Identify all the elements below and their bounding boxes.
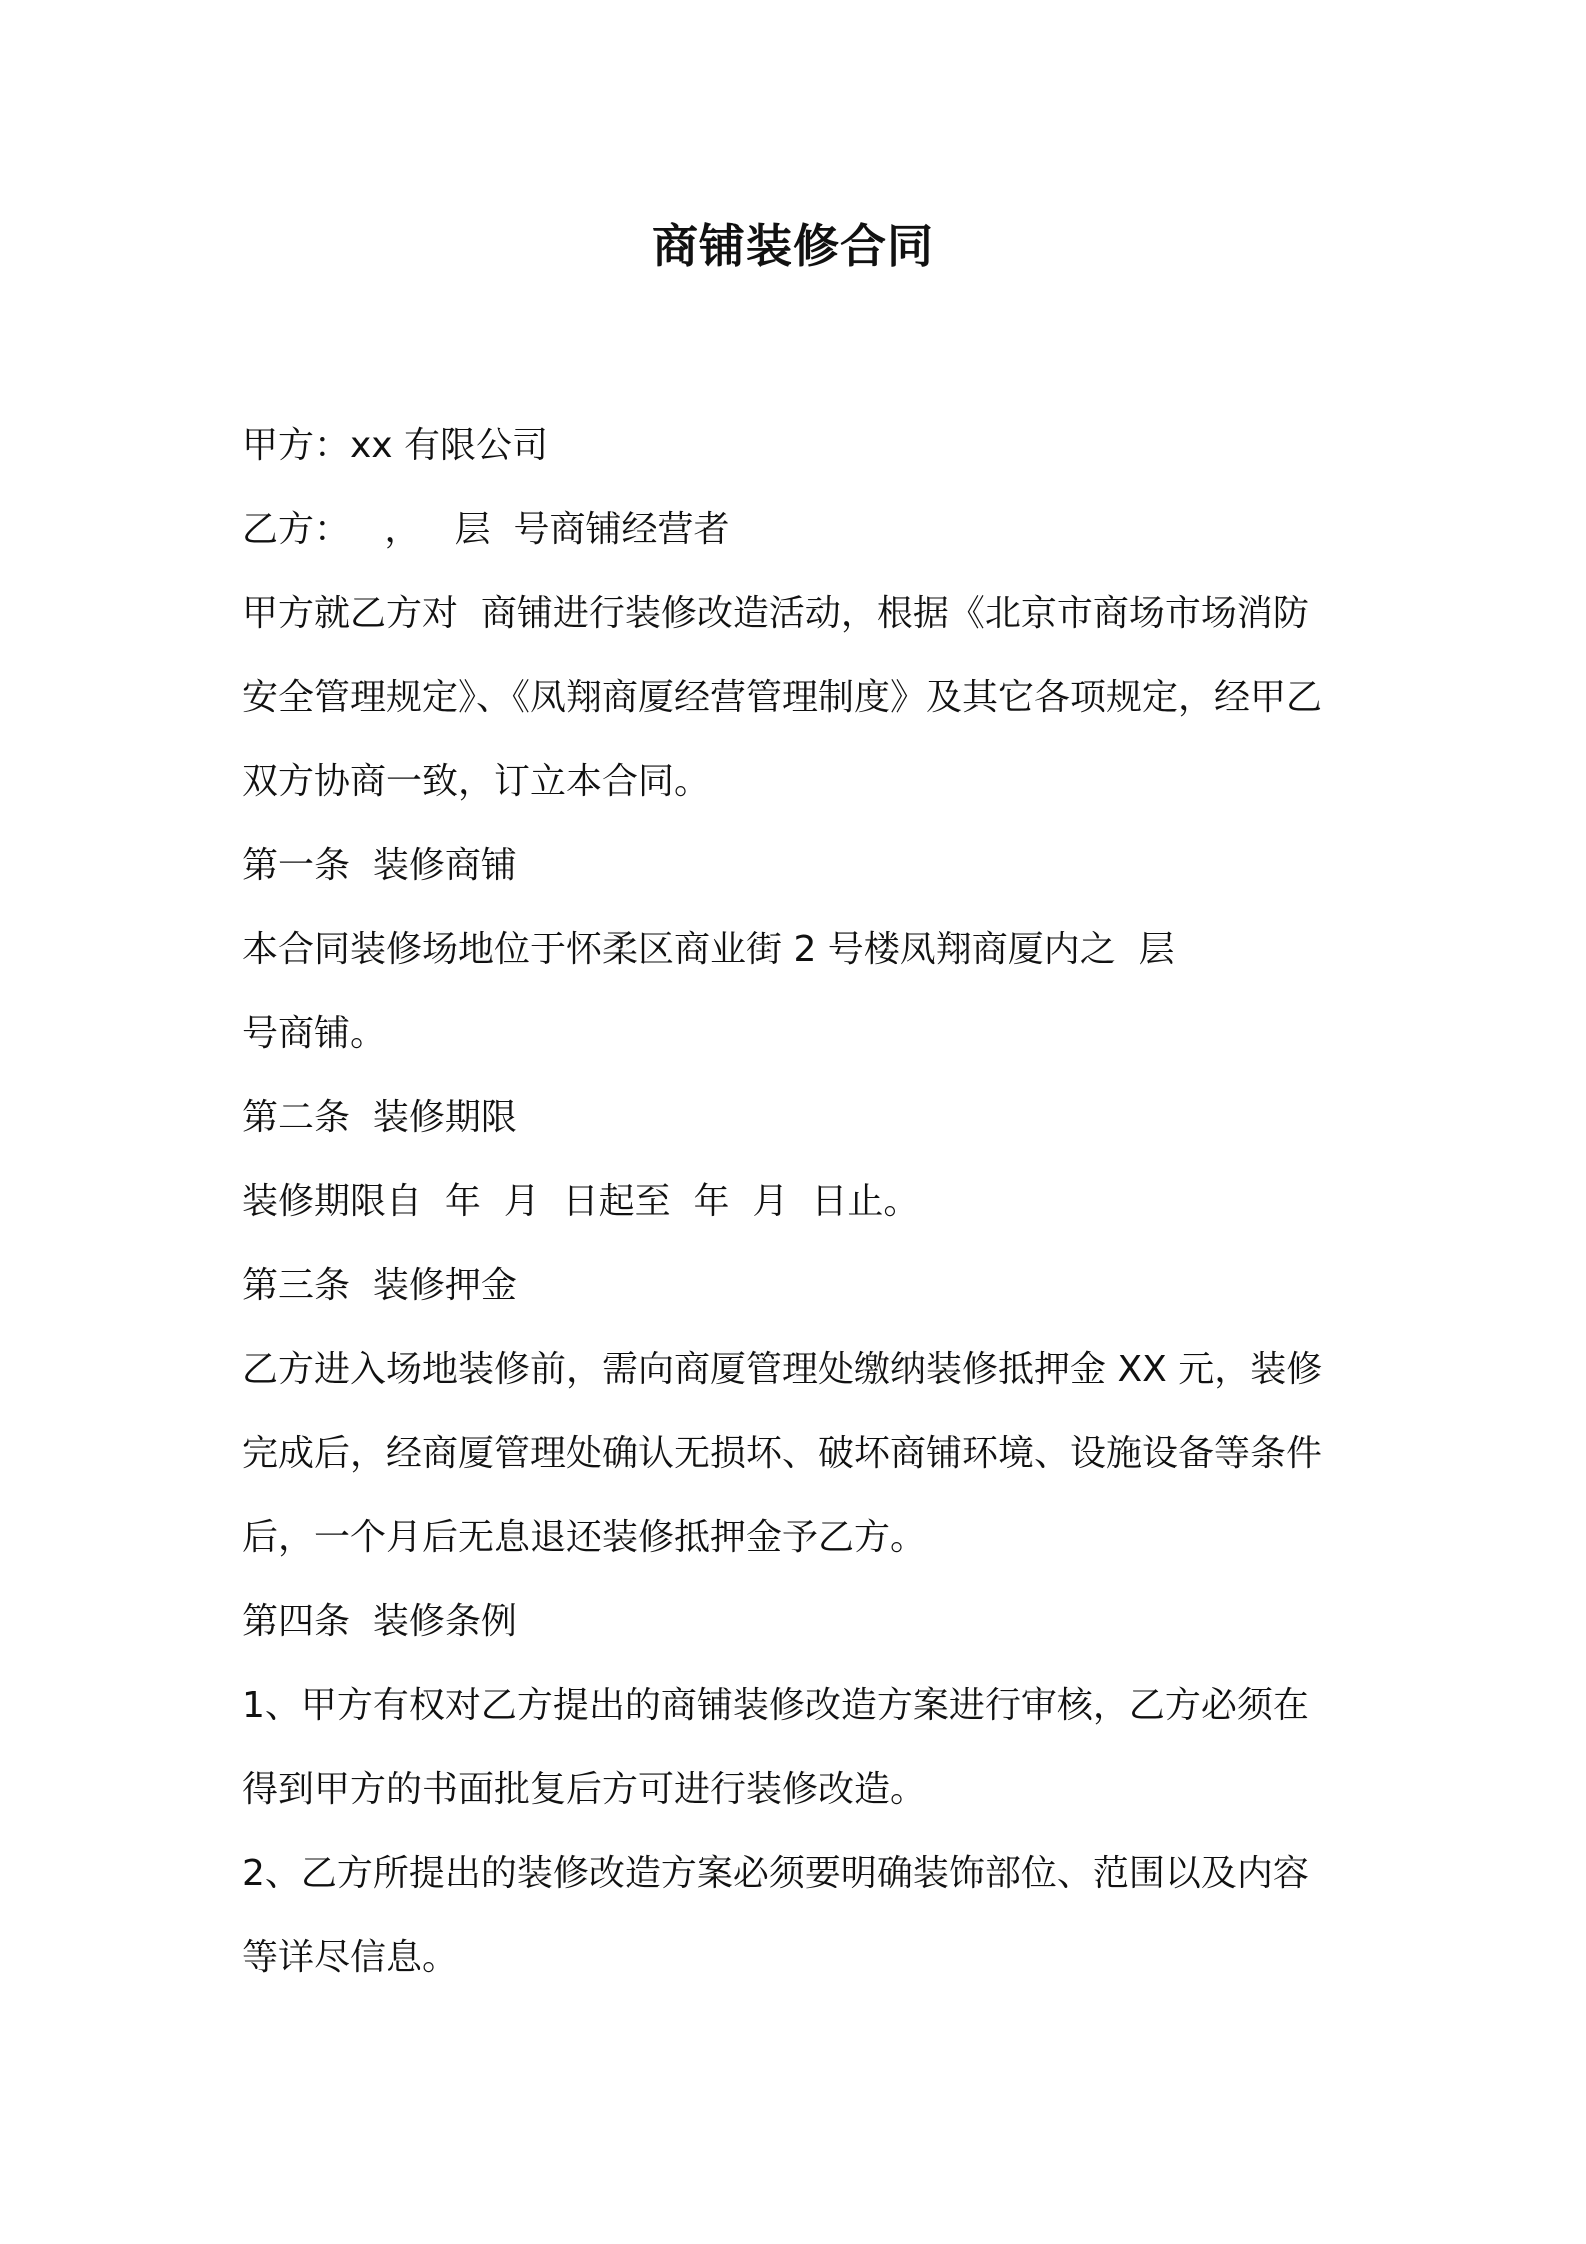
article-text: 1、甲方有权对乙方提出的商铺装修改造方案进行审核，乙方必须在 <box>242 1685 1309 1726</box>
article-heading: 第二条 装修期限 <box>242 1097 517 1138</box>
document-title: 商铺装修合同 <box>652 219 934 273</box>
article-text: 等详尽信息。 <box>242 1937 459 1978</box>
article-text: 本合同装修场地位于怀柔区商业街 2 号楼凤翔商厦内之 层 <box>242 929 1175 970</box>
article-text: 后，一个月后无息退还装修抵押金予乙方。 <box>242 1517 927 1558</box>
preamble-line: 双方协商一致，订立本合同。 <box>242 761 711 802</box>
preamble-line: 安全管理规定》、《凤翔商厦经营管理制度》及其它各项规定，经甲乙 <box>242 677 1323 718</box>
party-a-line: 甲方：xx 有限公司 <box>242 425 549 466</box>
article-text: 号商铺。 <box>242 1013 387 1054</box>
article-text: 乙方进入场地装修前，需向商厦管理处缴纳装修抵押金 XX 元，装修 <box>242 1349 1323 1390</box>
preamble-line: 甲方就乙方对 商铺进行装修改造活动，根据《北京市商场市场消防 <box>242 593 1309 634</box>
article-heading: 第一条 装修商铺 <box>242 845 517 886</box>
article-text: 完成后，经商厦管理处确认无损坏、破坏商铺环境、设施设备等条件 <box>242 1433 1323 1474</box>
party-b-line: 乙方： ， 层 号商铺经营者 <box>242 509 730 550</box>
document-body <box>242 404 1362 2000</box>
article-text: 得到甲方的书面批复后方可进行装修改造。 <box>242 1769 927 1810</box>
article-heading: 第四条 装修条例 <box>242 1601 517 1642</box>
article-text: 2、乙方所提出的装修改造方案必须要明确装饰部位、范围以及内容 <box>242 1853 1309 1894</box>
article-heading: 第三条 装修押金 <box>242 1265 517 1306</box>
article-text: 装修期限自 年 月 日起至 年 月 日止。 <box>242 1181 920 1222</box>
